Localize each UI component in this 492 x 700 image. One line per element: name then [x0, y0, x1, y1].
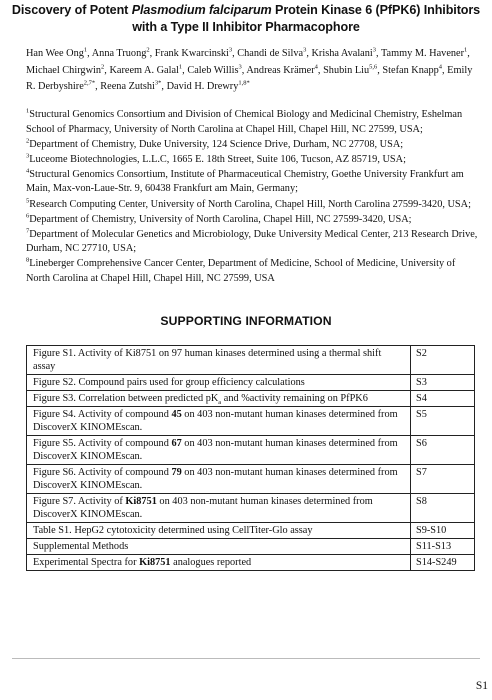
item-text: Experimental Spectra for — [33, 557, 140, 568]
author-separator: , — [376, 48, 381, 59]
author-name: Kareem A. Galal — [109, 64, 179, 76]
affiliation-number: 1 — [26, 107, 30, 115]
table-row — [27, 539, 475, 555]
author — [26, 65, 109, 76]
contents-item — [27, 523, 411, 539]
contents-page: S7 — [411, 465, 475, 494]
affiliation-number: 8 — [26, 257, 30, 265]
affiliation-text: Department of Molecular Genetics and Microbiology, Duke University Medical Center, 213 Research Drive, Durham, NC 27710, USA; — [26, 228, 478, 255]
author-separator: , — [161, 81, 167, 92]
contents-page: S2 — [411, 346, 475, 375]
author — [187, 65, 246, 76]
affiliation — [26, 138, 478, 153]
contents-page: S14-S249 — [411, 555, 475, 571]
author-affiliation-mark: 1,8* — [238, 79, 250, 87]
affiliation-text: Structural Genomics Consortium, Institute of Pharmaceutical Chemistry, Goethe University Frankfurt am Main, Max-von-Laue-Str. 9, 60438 Frankfurt am Main, Germany; — [26, 168, 464, 195]
author — [381, 48, 470, 59]
affiliation-list — [26, 108, 478, 287]
author-affiliation-mark: 2 — [146, 46, 150, 54]
affiliation-number: 6 — [26, 212, 30, 220]
item-subscript: a — [218, 399, 222, 407]
author-separator: , — [241, 64, 247, 76]
affiliation-text: Research Computing Center, University of North Carolina, Chapel Hill, North Carolina 27599-3420, USA; — [29, 198, 471, 210]
item-text: on 403 non-mutant human kinases determined from DiscoverX KINOMEscan. — [33, 496, 373, 520]
affiliation — [26, 213, 478, 228]
contents-item — [27, 375, 411, 391]
author — [155, 48, 237, 59]
author-affiliation-mark: 3 — [372, 46, 377, 54]
author-name: Caleb Willis — [187, 64, 239, 76]
contents-page: S8 — [411, 494, 475, 523]
author-name: Anna Truong — [91, 48, 147, 59]
affiliation-text: Lineberger Comprehensive Cancer Center, Department of Medicine, School of Medicine, University of North Carolina at Chapel Hill, Chapel Hill, NC 27599, USA — [26, 258, 456, 285]
affiliation-text: Luceome Biotechnologies, L.L.C, 1665 E. 18th Street, Suite 106, Tucson, AZ 85719, USA; — [29, 153, 406, 165]
affiliation — [26, 153, 478, 168]
item-text: Table S1. HepG2 cytotoxicity determined using CellTiter-Glo assay — [33, 525, 313, 536]
affiliation-number: 2 — [26, 137, 30, 145]
affiliation — [26, 228, 478, 257]
item-text: Figure S6. Activity of compound — [33, 467, 172, 478]
contents-item — [27, 465, 411, 494]
supporting-information-heading: SUPPORTING INFORMATION — [160, 314, 332, 328]
author — [109, 65, 187, 76]
author-affiliation-mark: 3 — [238, 63, 242, 71]
author-name: Krisha Avalani — [311, 48, 373, 59]
contents-page: S9-S10 — [411, 523, 475, 539]
author-affiliation-mark: 5,6 — [369, 63, 378, 71]
affiliation — [26, 198, 478, 213]
affiliation-number: 5 — [26, 197, 30, 205]
item-text: on 403 non-mutant human kinases determined from DiscoverX KINOMEscan. — [33, 409, 398, 433]
author-affiliation-mark: 2 — [101, 63, 105, 71]
author-name: David H. Drewry — [166, 81, 239, 92]
item-text: Figure S1. Activity of Ki8751 on 97 human kinases determined using a thermal shift assay — [33, 348, 382, 372]
author-name: Reena Zutshi — [100, 81, 155, 92]
author-name: Chandi de Silva — [237, 48, 304, 59]
contents-item — [27, 346, 411, 375]
author — [237, 48, 311, 59]
contents-page: S11-S13 — [411, 539, 475, 555]
author-affiliation-mark: 4 — [314, 63, 318, 71]
contents-page: S3 — [411, 375, 475, 391]
affiliation — [26, 168, 478, 197]
author-list — [26, 46, 476, 96]
author-name: Tammy M. Havener — [380, 48, 465, 59]
author-affiliation-mark: 1 — [83, 46, 88, 54]
author-affiliation-mark: 1 — [464, 46, 468, 54]
table-row — [27, 555, 475, 571]
author-name: Han Wee Ong — [26, 48, 84, 59]
author-affiliation-mark: 3 — [303, 46, 307, 54]
item-text: and %activity remaining on PfPK6 — [221, 393, 368, 404]
contents-item — [27, 494, 411, 523]
item-text: on 403 non-mutant human kinases determined from DiscoverX KINOMEscan. — [33, 467, 398, 491]
affiliation-number: 4 — [26, 167, 30, 175]
author-separator: , — [95, 81, 101, 92]
author-separator: , — [442, 64, 448, 76]
author-separator: , — [306, 48, 312, 59]
author — [382, 65, 447, 76]
table-row — [27, 494, 475, 523]
item-text: Supplemental Methods — [33, 541, 129, 552]
author-name: Michael Chirgwin — [26, 64, 102, 76]
contents-item — [27, 555, 411, 571]
page-number: S1 — [475, 680, 488, 692]
author-separator: , — [317, 64, 324, 76]
item-text: Figure S2. Compound pairs used for group efficiency calculations — [33, 377, 305, 388]
footer-divider — [12, 658, 480, 659]
author-name: Frank Kwarcinski — [154, 48, 229, 59]
table-row — [27, 523, 475, 539]
table-row — [27, 407, 475, 436]
contents-item — [27, 436, 411, 465]
item-text: on 403 non-mutant human kinases determined from DiscoverX KINOMEscan. — [33, 438, 398, 462]
author-affiliation-mark: 1 — [178, 63, 183, 71]
author — [100, 81, 166, 92]
table-row — [27, 391, 475, 407]
contents-page: S4 — [411, 391, 475, 407]
author-separator: , — [104, 64, 110, 76]
affiliation — [26, 108, 478, 137]
author — [92, 48, 155, 59]
author-affiliation-mark: 3 — [228, 46, 233, 54]
table-row — [27, 465, 475, 494]
author-name: Shubin Liu — [323, 64, 370, 76]
compound-id: 67 — [171, 438, 182, 449]
author-affiliation-mark: 2,7* — [83, 79, 96, 87]
author-affiliation-mark: 4 — [438, 63, 443, 71]
contents-table — [26, 345, 475, 571]
compound-id: 79 — [171, 467, 182, 478]
author — [311, 48, 381, 59]
contents-item — [27, 391, 411, 407]
item-text: analogues reported — [170, 557, 252, 568]
item-text: Figure S5. Activity of compound — [33, 438, 172, 449]
contents-page: S5 — [411, 407, 475, 436]
author-separator: , — [182, 64, 188, 76]
author — [246, 65, 323, 76]
author-name: Andreas Krämer — [246, 64, 315, 76]
affiliation-text: Structural Genomics Consortium and Division of Chemical Biology and Medicinal Chemistry, Eshelman School of Pharmacy, University of North Carolina at Chapel Hill, Chapel Hill, NC 27599, USA; — [26, 109, 463, 135]
affiliation-number: 7 — [26, 227, 30, 235]
title-line-1: Discovery of Potent Plasmodium falciparum Protein Kinase 6 (PfPK6) Inhibitors — [11, 3, 481, 17]
author-affiliation-mark: 3* — [154, 79, 162, 87]
author-separator: , — [87, 48, 92, 59]
affiliation-text: Department of Chemistry, Duke University, 124 Science Drive, Durham, NC 27708, USA; — [29, 138, 404, 150]
paper-title — [8, 2, 484, 36]
item-text: Figure S4. Activity of compound — [33, 409, 172, 420]
item-text: Figure S7. Activity of — [33, 496, 126, 507]
table-row — [27, 375, 475, 391]
author-name: Stefan Knapp — [382, 64, 439, 76]
compound-id: Ki8751 — [125, 496, 157, 507]
contents-item — [27, 539, 411, 555]
contents-item — [27, 407, 411, 436]
title-line-2: with a Type II Inhibitor Pharmacophore — [132, 20, 360, 34]
compound-id: 45 — [171, 409, 182, 420]
author — [167, 81, 250, 92]
contents-page: S6 — [411, 436, 475, 465]
affiliation-number: 3 — [26, 152, 30, 160]
compound-id: Ki8751 — [139, 557, 171, 568]
author-name: Emily R. Derbyshire — [26, 64, 473, 92]
author-separator: , — [232, 48, 238, 59]
author-separator: , — [377, 64, 383, 76]
author — [323, 65, 382, 76]
author-separator: , — [467, 48, 470, 59]
author — [26, 48, 92, 59]
table-row — [27, 436, 475, 465]
affiliation — [26, 257, 478, 286]
table-row — [27, 346, 475, 375]
affiliation-text: Department of Chemistry, University of North Carolina, Chapel Hill, NC 27599-3420, USA; — [29, 213, 412, 225]
item-text: Figure S3. Correlation between predicted pK — [33, 393, 219, 404]
author-separator: , — [149, 48, 155, 59]
